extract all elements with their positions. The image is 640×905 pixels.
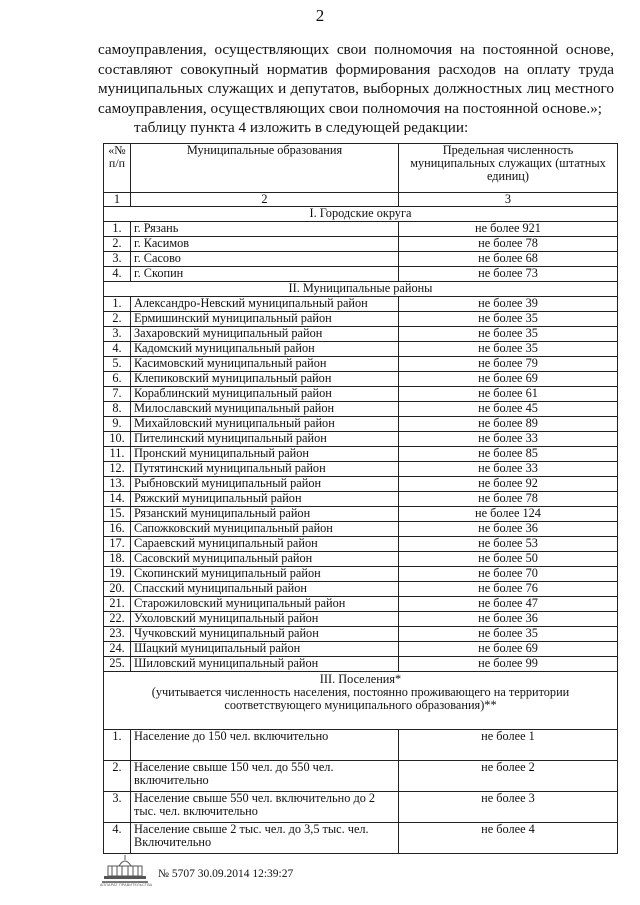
section-header-row (104, 282, 618, 297)
row-number: 11. (104, 447, 131, 462)
row-limit: не более 36 (399, 612, 618, 627)
table-row (104, 432, 618, 447)
row-number: 21. (104, 597, 131, 612)
row-limit: не более 33 (399, 462, 618, 477)
section-title: I. Городские округа (104, 207, 618, 222)
row-number: 22. (104, 612, 131, 627)
table-body (104, 207, 618, 854)
row-limit: не более 33 (399, 432, 618, 447)
row-number: 24. (104, 642, 131, 657)
row-name: Население до 150 чел. включительно (131, 730, 399, 761)
row-name: Ухоловский муниципальный район (131, 612, 399, 627)
table-row (104, 417, 618, 432)
table-row (104, 312, 618, 327)
row-number: 13. (104, 477, 131, 492)
row-name: Рязанский муниципальный район (131, 507, 399, 522)
row-name: Население свыше 550 чел. включительно до 2 тыс. чел. включительно (131, 792, 399, 823)
row-limit: не более 78 (399, 492, 618, 507)
table-row (104, 761, 618, 792)
section-header-row (104, 207, 618, 222)
row-number: 5. (104, 357, 131, 372)
row-limit: не более 1 (399, 730, 618, 761)
table-row (104, 612, 618, 627)
table-row (104, 507, 618, 522)
column-number: 3 (399, 193, 618, 207)
footer (100, 852, 500, 892)
table-row (104, 552, 618, 567)
row-number: 4. (104, 823, 131, 854)
row-name: Пронский муниципальный район (131, 447, 399, 462)
row-number: 3. (104, 327, 131, 342)
emblem-caption: АППАРАТ ПРАВИТЕЛЬСТВА (100, 883, 153, 887)
row-number: 19. (104, 567, 131, 582)
row-number: 8. (104, 402, 131, 417)
table-row (104, 402, 618, 417)
row-limit: не более 124 (399, 507, 618, 522)
row-number: 14. (104, 492, 131, 507)
section-title-text: III. Поселения* (319, 672, 402, 686)
row-limit: не более 35 (399, 342, 618, 357)
table-row (104, 372, 618, 387)
row-number: 10. (104, 432, 131, 447)
row-name: Чучковский муниципальный район (131, 627, 399, 642)
row-name: Население свыше 2 тыс. чел. до 3,5 тыс. чел. Включительно (131, 823, 399, 854)
row-limit: не более 39 (399, 297, 618, 312)
row-name: Путятинский муниципальный район (131, 462, 399, 477)
row-limit: не более 921 (399, 222, 618, 237)
row-limit: не более 69 (399, 642, 618, 657)
registration-stamp: № 5707 30.09.2014 12:39:27 (158, 868, 294, 880)
header-limit: Предельная численность муниципальных служащих (штатных единиц) (399, 144, 618, 193)
row-name: г. Скопин (131, 267, 399, 282)
header-municipality: Муниципальные образования (131, 144, 399, 193)
row-number: 1. (104, 730, 131, 761)
row-name: Касимовский муниципальный район (131, 357, 399, 372)
row-limit: не более 79 (399, 357, 618, 372)
row-limit: не более 68 (399, 252, 618, 267)
row-name: г. Сасово (131, 252, 399, 267)
table-row (104, 567, 618, 582)
row-name: Михайловский муниципальный район (131, 417, 399, 432)
row-limit: не более 61 (399, 387, 618, 402)
row-limit: не более 3 (399, 792, 618, 823)
row-limit: не более 35 (399, 312, 618, 327)
row-number: 2. (104, 761, 131, 792)
table-row (104, 642, 618, 657)
table-row (104, 462, 618, 477)
table-row (104, 267, 618, 282)
row-limit: не более 85 (399, 447, 618, 462)
table-row (104, 492, 618, 507)
row-limit: не более 4 (399, 823, 618, 854)
section-title (104, 672, 618, 730)
row-number: 12. (104, 462, 131, 477)
table-row (104, 237, 618, 252)
row-limit: не более 99 (399, 657, 618, 672)
row-name: Шацкий муниципальный район (131, 642, 399, 657)
row-number: 1. (104, 222, 131, 237)
intro-text (98, 40, 614, 138)
table-row (104, 522, 618, 537)
row-name: Шиловский муниципальный район (131, 657, 399, 672)
table-row (104, 792, 618, 823)
row-limit: не более 89 (399, 417, 618, 432)
row-number: 25. (104, 657, 131, 672)
intro-paragraph-2: таблицу пункта 4 изложить в следующей редакции: (134, 119, 469, 136)
row-limit: не более 53 (399, 537, 618, 552)
row-number: 3. (104, 252, 131, 267)
table-row (104, 327, 618, 342)
row-limit: не более 45 (399, 402, 618, 417)
table-row (104, 342, 618, 357)
row-limit: не более 2 (399, 761, 618, 792)
row-name: Ряжский муниципальный район (131, 492, 399, 507)
table-row (104, 730, 618, 761)
row-name: Александро-Невский муниципальный район (131, 297, 399, 312)
table-row (104, 297, 618, 312)
row-name: г. Рязань (131, 222, 399, 237)
row-number: 23. (104, 627, 131, 642)
table-row (104, 582, 618, 597)
table-row (104, 597, 618, 612)
row-limit: не более 47 (399, 597, 618, 612)
table-row (104, 627, 618, 642)
column-numbers-row (104, 193, 618, 207)
row-name: Старожиловский муниципальный район (131, 597, 399, 612)
table-row (104, 222, 618, 237)
row-name: Скопинский муниципальный район (131, 567, 399, 582)
table-row (104, 657, 618, 672)
table-row (104, 477, 618, 492)
table-row (104, 252, 618, 267)
row-limit: не более 78 (399, 237, 618, 252)
table-row (104, 387, 618, 402)
row-name: г. Касимов (131, 237, 399, 252)
row-limit: не более 50 (399, 552, 618, 567)
row-name: Клепиковский муниципальный район (131, 372, 399, 387)
page-number: 2 (315, 6, 325, 25)
row-name: Спасский муниципальный район (131, 582, 399, 597)
row-name: Рыбновский муниципальный район (131, 477, 399, 492)
row-number: 2. (104, 312, 131, 327)
row-number: 4. (104, 267, 131, 282)
row-name: Население свыше 150 чел. до 550 чел. включительно (131, 761, 399, 792)
section-header-row (104, 672, 618, 730)
row-number: 18. (104, 552, 131, 567)
table-row (104, 357, 618, 372)
intro-paragraph-1: самоуправления, осуществляющих свои полномочия на постоянной основе, составляют совокупный норматив формирования расходов на оплату труда муниципальных служащих и депутатов, выборных должностных лиц местного самоуправления, осуществляющих свои полномочия на постоянной основе.»; (98, 41, 614, 117)
row-number: 9. (104, 417, 131, 432)
column-number: 2 (131, 193, 399, 207)
row-name: Ермишинский муниципальный район (131, 312, 399, 327)
table-row (104, 447, 618, 462)
row-number: 17. (104, 537, 131, 552)
row-name: Пителинский муниципальный район (131, 432, 399, 447)
row-limit: не более 35 (399, 627, 618, 642)
row-number: 20. (104, 582, 131, 597)
table-row (104, 537, 618, 552)
row-number: 4. (104, 342, 131, 357)
table-row (104, 823, 618, 854)
row-name: Захаровский муниципальный район (131, 327, 399, 342)
row-limit: не более 36 (399, 522, 618, 537)
row-name: Сасовский муниципальный район (131, 552, 399, 567)
section-title: II. Муниципальные районы (104, 282, 618, 297)
row-number: 16. (104, 522, 131, 537)
row-limit: не более 69 (399, 372, 618, 387)
row-name: Милославский муниципальный район (131, 402, 399, 417)
row-number: 3. (104, 792, 131, 823)
table-header-row (104, 144, 618, 193)
row-number: 15. (104, 507, 131, 522)
staff-limit-table (103, 143, 618, 854)
row-number: 2. (104, 237, 131, 252)
row-number: 1. (104, 297, 131, 312)
row-name: Сапожковский муниципальный район (131, 522, 399, 537)
row-number: 6. (104, 372, 131, 387)
row-name: Кадомский муниципальный район (131, 342, 399, 357)
row-limit: не более 76 (399, 582, 618, 597)
row-limit: не более 35 (399, 327, 618, 342)
row-limit: не более 92 (399, 477, 618, 492)
column-number: 1 (104, 193, 131, 207)
row-limit: не более 73 (399, 267, 618, 282)
row-number: 7. (104, 387, 131, 402)
header-number: «№ п/п (104, 144, 131, 193)
row-name: Сараевский муниципальный район (131, 537, 399, 552)
row-name: Кораблинский муниципальный район (131, 387, 399, 402)
row-limit: не более 70 (399, 567, 618, 582)
section-note: (учитывается численность населения, постоянно проживающего на территории соответствующего муниципального образования)** (151, 685, 570, 712)
